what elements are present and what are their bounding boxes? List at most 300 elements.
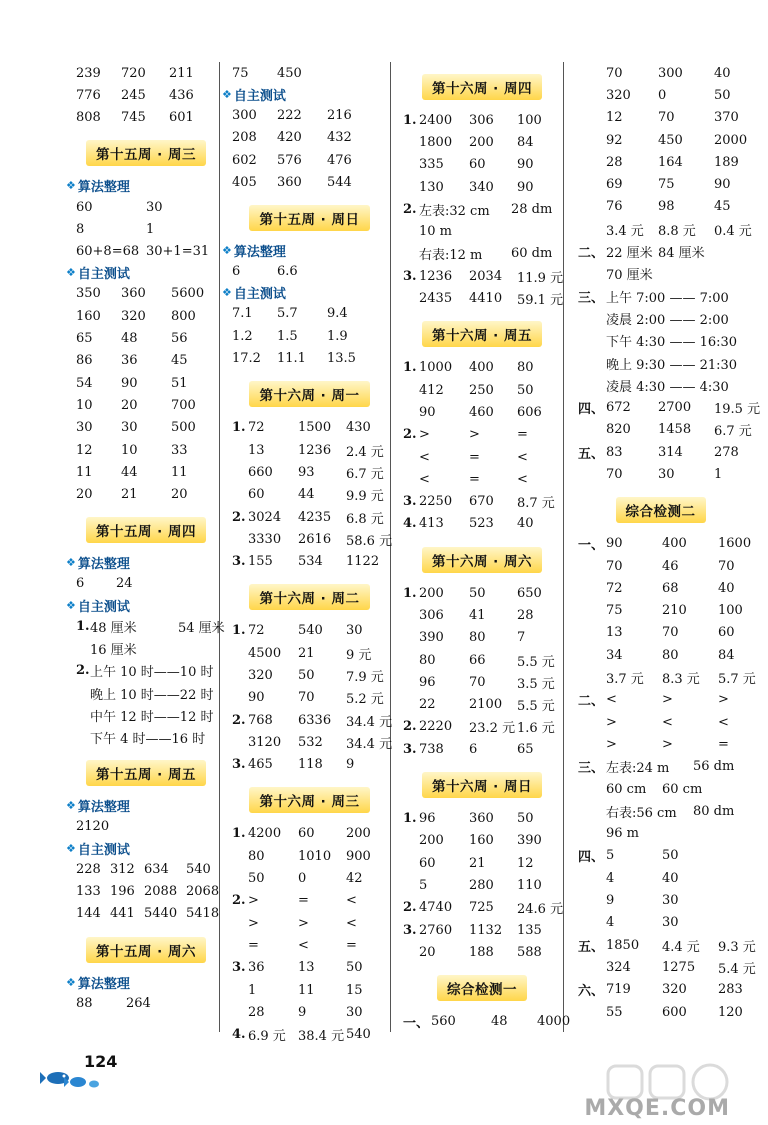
answer-row — [578, 463, 743, 485]
answer-cell: 300 — [658, 65, 683, 81]
question-number: 3. — [403, 741, 417, 757]
answer-cell: 70 — [606, 558, 623, 574]
section-title: 第十六周 · 周六 — [422, 547, 542, 573]
question-number: 2. — [403, 427, 417, 443]
answer-cell: 75 — [658, 177, 675, 193]
answer-cell: 476 — [327, 152, 352, 168]
answer-cell: 23.2 元 — [469, 721, 516, 737]
answer-cell: 70 — [606, 466, 623, 482]
question-number: 2. — [403, 900, 417, 916]
answer-cell: 17.2 — [232, 351, 261, 367]
answer-row — [578, 84, 743, 106]
answer-row — [232, 439, 387, 461]
section-header — [232, 581, 387, 614]
answer-cell: 320 — [248, 667, 273, 683]
answer-row — [403, 1011, 571, 1033]
subsection-label — [66, 595, 216, 615]
section-header — [76, 757, 216, 790]
subsection-title: 算法整理 — [233, 244, 286, 260]
answer-cell: 84 — [517, 134, 534, 150]
answer-row — [403, 852, 561, 874]
answer-row — [578, 419, 752, 441]
answer-cell: 96 — [419, 811, 436, 827]
answer-row — [232, 484, 387, 506]
answer-cell: 460 — [469, 404, 494, 420]
answer-cell: 92 — [606, 132, 623, 148]
subsection-title: 自主测试 — [77, 267, 130, 283]
answer-cell: 1500 — [298, 420, 332, 436]
answer-cell: 55 — [606, 1004, 623, 1020]
answer-cell: 4200 — [248, 826, 282, 842]
answer-cell: 306 — [469, 112, 494, 128]
answer-cell: > — [419, 427, 430, 443]
answer-cell: 20 — [419, 944, 436, 960]
answer-row — [403, 738, 561, 760]
question-number: 2. — [76, 663, 90, 679]
answer-cell: 60 dm — [511, 246, 553, 262]
question-number: 2. — [232, 893, 246, 909]
answer-cell: 1275 — [662, 959, 696, 975]
answer-row — [232, 731, 393, 753]
answer-cell: 21 — [298, 645, 315, 661]
answer-cell: 540 — [298, 623, 323, 639]
answer-row — [232, 957, 387, 979]
question-number: 3. — [403, 494, 417, 510]
answer-cell: 9.4 — [327, 306, 348, 322]
answer-row — [578, 374, 743, 396]
answer-cell: 660 — [248, 464, 273, 480]
answer-row — [76, 483, 216, 505]
question-number: 一、 — [403, 1016, 430, 1032]
answer-cell: 90 — [714, 177, 731, 193]
answer-cell: 130 — [419, 179, 444, 195]
answer-cell: 800 — [171, 308, 196, 324]
answer-cell: 4410 — [469, 291, 503, 307]
answer-cell: 70 — [718, 558, 735, 574]
answer-cell: < — [606, 692, 617, 708]
answer-cell: = — [346, 937, 357, 953]
answer-cell: 5.2 元 — [346, 692, 384, 708]
section-title: 综合检测二 — [616, 497, 706, 523]
answer-row — [232, 912, 387, 934]
subsection-title: 算法整理 — [77, 180, 130, 196]
answer-cell: 24 — [116, 576, 133, 592]
answer-cell: < — [662, 714, 673, 730]
subsection-label — [222, 84, 387, 104]
answer-cell: 中午 12 时——12 时 — [90, 709, 214, 725]
question-number: 4. — [403, 516, 417, 532]
answer-row — [232, 642, 387, 664]
answer-cell: > — [469, 427, 480, 443]
answer-cell: 45 — [171, 353, 188, 369]
subsection-label — [222, 240, 387, 260]
answer-row — [578, 533, 752, 555]
question-number: 3. — [403, 922, 417, 938]
answer-cell: 2120 — [76, 819, 110, 835]
answer-cell: 13 — [248, 442, 265, 458]
answer-cell: 48 厘米 — [90, 620, 137, 636]
question-number: 五、 — [578, 446, 605, 462]
answer-cell: 30 — [658, 466, 675, 482]
answer-cell: 12 — [606, 110, 623, 126]
answer-cell: 370 — [714, 110, 739, 126]
question-number: 4. — [232, 1027, 246, 1043]
answer-row — [578, 218, 752, 240]
answer-cell: 1 — [714, 466, 723, 482]
answer-cell: 324 — [606, 959, 631, 975]
answer-cell: 208 — [232, 130, 257, 146]
section-title: 第十六周 · 周四 — [422, 74, 542, 100]
answer-cell: 84 厘米 — [658, 246, 705, 262]
answer-cell: 上午 10 时——10 时 — [90, 665, 214, 681]
answer-cell: 1132 — [469, 922, 503, 938]
answer-cell: 33 — [171, 442, 188, 458]
answer-cell: 1600 — [718, 536, 752, 552]
answer-cell: 69 — [606, 177, 623, 193]
answer-row — [403, 424, 561, 446]
answer-cell: 70 — [298, 690, 315, 706]
answer-cell: 50 — [517, 811, 534, 827]
answer-row — [76, 682, 216, 704]
answer-cell: 5418 — [186, 906, 220, 922]
answer-cell: 50 — [517, 382, 534, 398]
answer-row — [232, 104, 387, 126]
section-header — [232, 201, 387, 234]
answer-cell: = — [517, 427, 528, 443]
answer-cell: 239 — [76, 65, 101, 81]
answer-cell: 4000 — [537, 1014, 571, 1030]
answer-row — [76, 615, 225, 637]
answer-cell: 1.2 — [232, 328, 253, 344]
answer-cell: 7.1 — [232, 306, 253, 322]
answer-cell: > — [248, 915, 259, 931]
answer-cell: 46 — [662, 558, 679, 574]
answer-cell: 11.9 元 — [517, 270, 564, 286]
answer-cell: 200 — [419, 585, 444, 601]
answer-cell: 7 — [517, 630, 526, 646]
answer-cell: 40 — [662, 870, 679, 886]
answer-cell: 320 — [121, 308, 146, 324]
watermark-site: MXQE.COM — [584, 1096, 730, 1121]
answer-cell: 2088 — [144, 884, 178, 900]
answer-cell: 278 — [714, 444, 739, 460]
answer-cell: 76 — [606, 199, 623, 215]
answer-cell: 59.1 元 — [517, 293, 564, 309]
answer-row — [76, 327, 216, 349]
answer-cell: 441 — [110, 906, 135, 922]
answer-cell: 160 — [76, 308, 101, 324]
answer-cell: 8.8 元 — [658, 223, 696, 239]
answer-row — [403, 357, 561, 379]
question-number: 1. — [403, 112, 417, 128]
answer-row — [403, 154, 561, 176]
answer-cell: 70 — [606, 65, 623, 81]
answer-cell: 5.5 元 — [517, 654, 555, 670]
answer-row — [76, 903, 220, 925]
answer-cell: 9.9 元 — [346, 489, 384, 505]
diamond-bullet-icon: ❖ — [66, 266, 76, 280]
answer-cell: 3120 — [248, 734, 282, 750]
question-number: 2. — [403, 201, 417, 217]
answer-row — [403, 807, 561, 829]
answer-row — [578, 151, 743, 173]
answer-row — [76, 350, 216, 372]
answer-cell: 745 — [121, 110, 146, 126]
answer-cell: 6.9 元 — [248, 1029, 286, 1045]
answer-row — [578, 555, 743, 577]
answer-row — [578, 62, 743, 84]
answer-cell: 80 — [248, 848, 265, 864]
section-header — [76, 933, 216, 966]
answer-cell: 2220 — [419, 719, 453, 735]
answer-cell: 晚上 10 时——22 时 — [90, 687, 214, 703]
answer-row — [578, 956, 756, 978]
answer-cell: 90 — [606, 536, 623, 552]
answer-row — [232, 506, 387, 528]
answer-row — [578, 263, 743, 285]
answer-cell: 6.6 — [277, 264, 298, 280]
question-number: 3. — [232, 757, 246, 773]
answer-cell: 36 — [248, 960, 265, 976]
answer-cell: 1000 — [419, 360, 453, 376]
answer-cell: 80 — [662, 647, 679, 663]
diamond-bullet-icon: ❖ — [66, 841, 76, 855]
answer-cell: 40 — [517, 516, 534, 532]
answer-cell: 5 — [419, 877, 428, 893]
answer-cell: 3.7 元 — [606, 672, 644, 688]
answer-row — [578, 622, 743, 644]
subsection-label — [222, 283, 387, 303]
answer-row — [232, 127, 387, 149]
answer-row — [578, 711, 743, 733]
answer-cell: 56 — [171, 331, 188, 347]
answer-cell: 133 — [76, 884, 101, 900]
answer-row — [232, 417, 387, 439]
question-number: 1. — [403, 811, 417, 827]
subsection-label — [66, 553, 216, 573]
answer-cell: 5.7 — [277, 306, 298, 322]
answer-cell: 2250 — [419, 494, 453, 510]
question-number: 3. — [232, 960, 246, 976]
answer-cell: < — [419, 471, 430, 487]
answer-row — [403, 287, 564, 309]
answer-row — [578, 666, 756, 688]
answer-cell: 22 厘米 — [606, 246, 653, 262]
answer-cell: 264 — [126, 995, 151, 1011]
answer-row — [403, 468, 561, 490]
answer-cell: 3024 — [248, 509, 282, 525]
answer-cell: 523 — [469, 516, 494, 532]
answer-cell: 314 — [658, 444, 683, 460]
answer-cell: 30 — [346, 1004, 363, 1020]
section-header — [403, 318, 561, 351]
answer-row — [232, 823, 387, 845]
answer-row — [76, 461, 216, 483]
answer-cell: 28 — [248, 1004, 265, 1020]
answer-cell: 1458 — [658, 422, 692, 438]
answer-cell: 400 — [469, 360, 494, 376]
answer-cell: 6 — [76, 576, 85, 592]
answer-row — [578, 756, 743, 778]
answer-cell: 650 — [517, 585, 542, 601]
answer-cell: 70 — [658, 110, 675, 126]
answer-cell: < — [346, 893, 357, 909]
answer-cell: 48 — [121, 331, 138, 347]
subsection-title: 自主测试 — [77, 599, 130, 615]
answer-cell: 90 — [248, 690, 265, 706]
answer-cell: 44 — [121, 464, 138, 480]
answer-cell: 2435 — [419, 291, 453, 307]
answer-row — [403, 694, 561, 716]
answer-cell: > — [248, 893, 259, 909]
answer-cell: 164 — [658, 154, 683, 170]
answer-row — [232, 687, 387, 709]
answer-cell: 11 — [171, 464, 188, 480]
question-number: 一、 — [578, 538, 605, 554]
section-title: 第十五周 · 周日 — [249, 205, 369, 231]
answer-cell: 700 — [171, 397, 196, 413]
answer-cell: 4500 — [248, 645, 282, 661]
answer-cell: 4740 — [419, 900, 453, 916]
section-title: 第十六周 · 周二 — [249, 584, 369, 610]
answer-cell: 413 — [419, 516, 444, 532]
answer-cell: 13 — [606, 625, 623, 641]
answer-cell: 0 — [658, 87, 667, 103]
answer-cell: 72 — [248, 420, 265, 436]
answer-cell: 83 — [606, 444, 623, 460]
answer-cell: 540 — [346, 1027, 371, 1043]
answer-cell: 9 — [606, 893, 615, 909]
answer-cell: < — [419, 449, 430, 465]
answer-cell: 80 — [469, 630, 486, 646]
answer-cell: 670 — [469, 494, 494, 510]
answer-cell: 1 — [248, 982, 257, 998]
answer-cell: 3330 — [248, 531, 282, 547]
answer-cell: 2700 — [658, 400, 692, 416]
answer-row — [76, 196, 216, 218]
section-header — [232, 378, 387, 411]
answer-cell: 11 — [298, 982, 315, 998]
answer-row — [403, 446, 561, 468]
answer-cell: 534 — [298, 554, 323, 570]
answer-row — [578, 733, 743, 755]
subsection-label — [66, 838, 216, 858]
answer-cell: 400 — [662, 536, 687, 552]
answer-cell: 340 — [469, 179, 494, 195]
answer-cell: 135 — [517, 922, 542, 938]
answer-cell: 1800 — [419, 134, 453, 150]
answer-cell: 1.6 元 — [517, 721, 555, 737]
answer-row — [232, 867, 387, 889]
answer-cell: 50 — [469, 585, 486, 601]
answer-cell: 6336 — [298, 712, 332, 728]
subsection-title: 算法整理 — [77, 800, 130, 816]
answer-cell: 60 — [419, 855, 436, 871]
answer-cell: 2.4 元 — [346, 444, 384, 460]
section-title: 第十六周 · 周一 — [249, 381, 369, 407]
answer-cell: 58.6 元 — [346, 533, 393, 549]
answer-cell: 412 — [419, 382, 444, 398]
answer-cell: 28 — [606, 154, 623, 170]
answer-row — [578, 778, 743, 800]
question-number: 2. — [232, 712, 246, 728]
diamond-bullet-icon: ❖ — [222, 243, 232, 257]
answer-cell: 335 — [419, 157, 444, 173]
answer-row — [403, 941, 561, 963]
answer-cell: 45 — [714, 199, 731, 215]
answer-cell: 42 — [346, 871, 363, 887]
answer-row — [76, 858, 216, 880]
subsection-title: 算法整理 — [77, 557, 130, 573]
answer-cell: 1850 — [606, 937, 640, 953]
answer-cell: 80 — [517, 360, 534, 376]
answer-cell: 90 — [121, 375, 138, 391]
section-title: 第十六周 · 周日 — [422, 772, 542, 798]
answer-cell: 320 — [606, 87, 631, 103]
answer-cell: 51 — [171, 375, 188, 391]
answer-cell: 2400 — [419, 112, 453, 128]
answer-cell: 532 — [298, 734, 323, 750]
answer-cell: 30 — [662, 893, 679, 909]
answer-cell: 68 — [662, 580, 679, 596]
answer-cell: 776 — [76, 87, 101, 103]
answer-cell: 100 — [718, 603, 743, 619]
section-title: 第十五周 · 周三 — [86, 140, 206, 166]
answer-row — [403, 198, 561, 220]
answer-cell: 11 — [76, 464, 93, 480]
diamond-bullet-icon: ❖ — [66, 975, 76, 989]
answer-cell: < — [346, 915, 357, 931]
answer-cell: 3.5 元 — [517, 676, 555, 692]
answer-cell: 70 — [662, 625, 679, 641]
answer-cell: 2760 — [419, 922, 453, 938]
answer-cell: 9.3 元 — [718, 939, 756, 955]
answer-row — [403, 265, 564, 287]
section-header — [76, 514, 216, 547]
answer-cell: 96 m — [606, 826, 640, 842]
answer-cell: 24.6 元 — [517, 902, 564, 918]
answer-column-2 — [222, 62, 393, 1045]
answer-cell: 4235 — [298, 509, 332, 525]
answer-cell: 9 元 — [346, 647, 372, 663]
answer-row — [76, 218, 216, 240]
answer-cell: 1.9 — [327, 328, 348, 344]
answer-cell: 576 — [277, 152, 302, 168]
answer-cell: 1236 — [298, 442, 332, 458]
page-number: 124 — [84, 1052, 118, 1071]
answer-cell: 500 — [171, 420, 196, 436]
question-number: 二、 — [578, 694, 605, 710]
answer-cell: 30 — [662, 915, 679, 931]
answer-cell: 30 — [121, 420, 138, 436]
answer-row — [232, 260, 387, 282]
question-number: 五、 — [578, 939, 605, 955]
answer-cell: 50 — [714, 87, 731, 103]
answer-cell: 60 — [248, 487, 265, 503]
answer-cell: 430 — [346, 420, 371, 436]
answer-row — [76, 305, 216, 327]
answer-cell: 200 — [419, 833, 444, 849]
subsection-label — [66, 796, 216, 816]
answer-cell: 60+8=68 — [76, 244, 140, 260]
answer-cell: 283 — [718, 982, 743, 998]
answer-cell: 0 — [298, 871, 307, 887]
answer-cell: 1 — [146, 221, 155, 237]
answer-row — [403, 830, 561, 852]
question-number: 1. — [403, 360, 417, 376]
answer-cell: 30 — [76, 420, 93, 436]
answer-row — [403, 627, 561, 649]
